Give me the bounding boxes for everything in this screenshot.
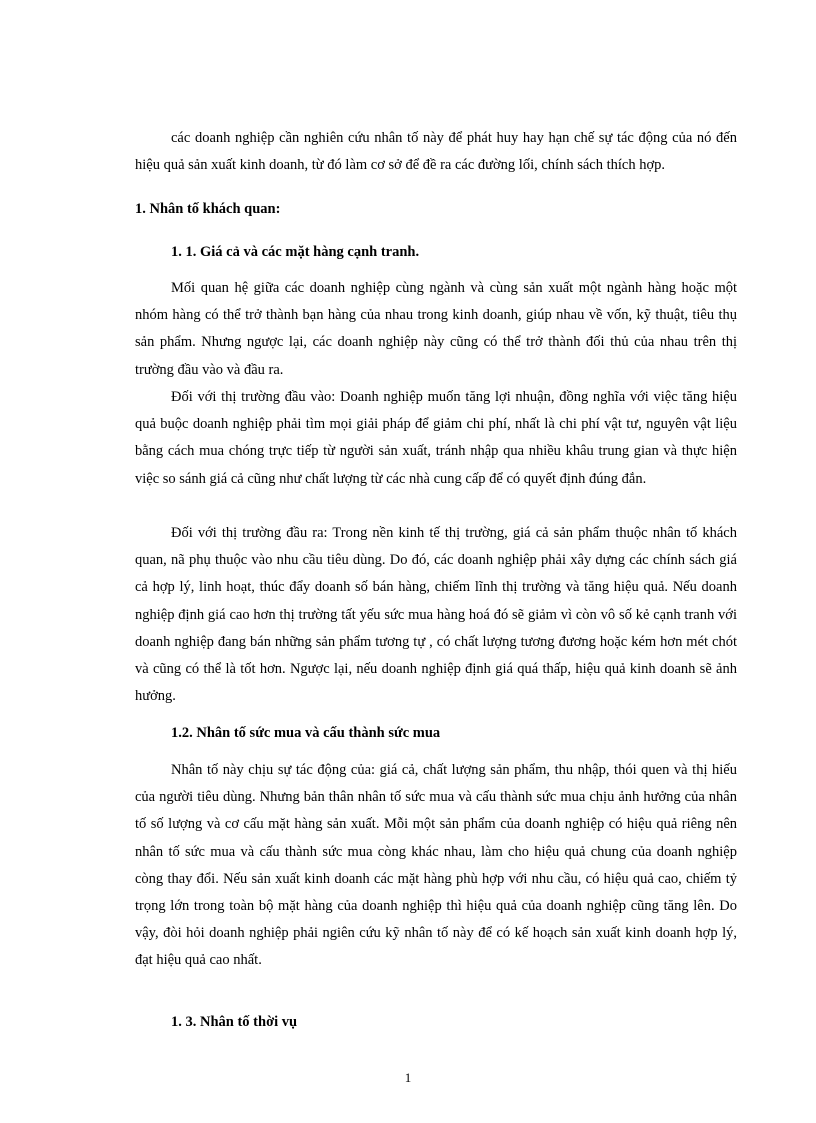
paragraph-purchasing-power: Nhân tố này chịu sự tác động của: giá cả, chất lượng sản phẩm, thu nhập, thói quen và thị hiếu của người tiêu dùng. Nhưng bản thân nhân tố sức mua và cấu thành sức mua chịu ảnh hưởng của nhân tố số lượng và cơ cấu mặt hàng sản xuất. Mỗi một sản phẩm của doanh nghiệp có hiệu quả riêng nên nhân tố sức mua và cấu thành sức mua còng khác nhau, làm cho hiệu quả chung của doanh nghiệp còng thay đổi. Nếu sản xuất kinh doanh các mặt hàng phù hợp với nhu cầu, có hiệu quả cao, chiếm tỷ trọng lớn trong toàn bộ mặt hàng của doanh nghiệp thì hiệu quả của doanh nghiệp cũng tăng lên. Do vậy, đòi hỏi doanh nghiệp phải ngiên cứu kỹ nhân tố này để có kế hoạch sản xuất kinh doanh hợp lý, đạt hiệu quả cao nhất. [135,762,737,969]
paragraph-business-relations: Mối quan hệ giữa các doanh nghiệp cùng ngành và cùng sản xuất một ngành hàng hoặc một nhóm hàng có thể trở thành bạn hàng của nhau trong kinh doanh, giúp nhau về vốn, kỹ thuật, tiêu thụ sản phẩm. Nhưng ngược lại, các doanh nghiệp này cũng có thể trở thành đối thủ của nhau trên thị trường đầu vào và đầu ra. [135,280,737,378]
subsection-heading-price-competition: 1. 1. Giá cả và các mặt hàng cạnh tranh. [171,244,420,260]
subsection-heading-purchasing-power: 1.2. Nhân tố sức mua và cấu thành sức mua [171,725,441,741]
section-heading-objective-factors: 1. Nhân tố khách quan: [135,201,281,217]
paragraph-input-market: Đối với thị trường đầu vào: Doanh nghiệp muốn tăng lợi nhuận, đồng nghĩa với việc tăng hiệu quả buộc doanh nghiệp phải tìm mọi giải pháp để giảm chi phí, nhất là chi phí vật tư, nguyên vật liệu bằng cách mua chóng trực tiếp từ người sản xuất, tránh nhập qua nhiều khâu trung gian và thực hiện việc so sánh giá cả cũng như chất lượng từ các nhà cung cấp để có quyết định đúng đắn. [135,389,737,487]
paragraph-intro: các doanh nghiệp cần nghiên cứu nhân tố này để phát huy hay hạn chế sự tác động của nó đến hiệu quả sản xuất kinh doanh, từ đó làm cơ sở để đề ra các đường lối, chính sách thích hợp. [135,130,737,174]
paragraph-output-market: Đối với thị trường đầu ra: Trong nền kinh tế thị trường, giá cả sản phẩm thuộc nhân tố khách quan, nã phụ thuộc vào nhu cầu tiêu dùng. Do đó, các doanh nghiệp phải xây dựng các chính sách giá cả hợp lý, linh hoạt, thúc đẩy doanh số bán hàng, chiếm lĩnh thị trường và tăng hiệu quả. Nếu doanh nghiệp định giá cao hơn thị trường tất yếu sức mua hàng hoá đó sẽ giảm vì còn vô số kẻ cạnh tranh với doanh nghiệp đang bán những sản phẩm tương tự , có chất lượng tương đương hoặc kém hơn mét chót và cũng có thể là tốt hơn. Ngược lại, nếu doanh nghiệp định giá quá thấp, hiệu quả kinh doanh sẽ ảnh hưởng. [135,525,737,705]
page-number: 1 [404,1070,412,1085]
subsection-heading-seasonality: 1. 3. Nhân tố thời vụ [171,1014,298,1030]
